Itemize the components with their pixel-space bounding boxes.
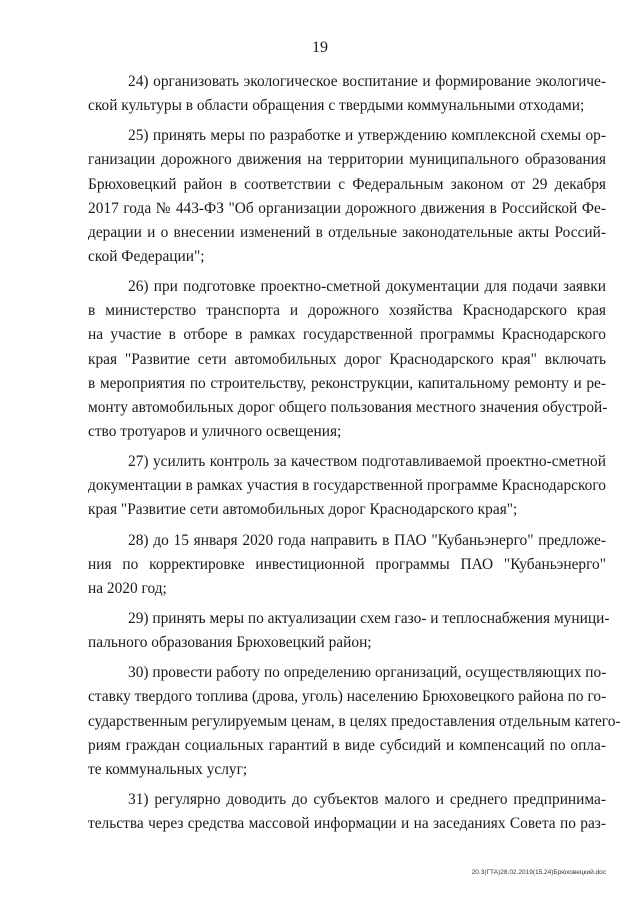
paragraph xyxy=(88,607,610,655)
paragraph-line: ставку твердого топлива (дрова, уголь) населению Брюховецкого района по го- xyxy=(88,688,607,706)
paragraph-line: в министерство транспорта и дорожного хозяйства Краснодарского края xyxy=(88,302,606,320)
paragraph xyxy=(88,788,606,836)
paragraph-line: в мероприятия по строительству, реконструкции, капитальному ремонту и ре- xyxy=(88,374,606,392)
paragraph xyxy=(88,275,606,444)
paragraph-line: 24) организовать экологическое воспитание и формирование экологиче- xyxy=(128,73,606,90)
paragraph-line: на 2020 год; xyxy=(88,579,167,597)
paragraph xyxy=(88,124,606,269)
paragraph-line: 27) усилить контроль за качеством подготавливаемой проектно-сметной xyxy=(128,453,606,471)
paragraph-line: ганизации дорожного движения на территории муниципального образования xyxy=(88,151,606,169)
paragraph-line: 28) до 15 января 2020 года направить в ПАО "Кубаньэнерго" предложе- xyxy=(128,531,606,549)
paragraph-line: ство тротуаров и уличного освещения; xyxy=(88,422,342,440)
paragraph-line: 30) провести работу по определению организаций, осуществляющих по- xyxy=(128,664,607,682)
paragraph-line: ской Федерации"; xyxy=(88,247,205,265)
paragraph-line: документации в рамках участия в государственной программе Краснодарского xyxy=(88,477,606,495)
paragraph xyxy=(88,450,606,522)
paragraph xyxy=(88,529,606,601)
paragraph-line: дерации и о внесении изменений в отдельные законодательные акты Россий- xyxy=(88,223,606,241)
paragraph-line: риям граждан социальных гарантий в виде субсидий и компенсаций по опла- xyxy=(88,736,606,754)
paragraph-line: ской культуры в области обращения с твердыми коммунальными отходами; xyxy=(88,97,585,115)
paragraph-line: те коммунальных услуг; xyxy=(88,760,248,778)
paragraph-line: сударственным регулируемым ценам, в целях предоставления отдельным катего- xyxy=(88,712,621,730)
paragraph-line: пального образования Брюховецкий район; xyxy=(88,634,372,652)
paragraph-line: края "Развитие сети автомобильных дорог Краснодарского края" включать xyxy=(88,350,606,368)
paragraph-line: монту автомобильных дорог общего пользования местного значения обустрой- xyxy=(88,398,608,416)
paragraph-line: на участие в отборе в рамках государственной программы Краснодарского xyxy=(88,326,606,344)
paragraph-line: тельства через средства массовой информации и на заседаниях Совета по раз- xyxy=(88,815,606,833)
paragraph-line: Брюховецкий район в соответствии с Федеральным законом от 29 декабря xyxy=(88,175,606,193)
paragraph-line: 26) при подготовке проектно-сметной документации для подачи заявки xyxy=(128,278,606,296)
paragraph-line: 2017 года № 443-ФЗ "Об организации дорожного движения в Российской Фе- xyxy=(88,199,606,217)
paragraph-line: ния по корректировке инвестиционной программы ПАО "Кубаньэнерго" xyxy=(88,555,606,573)
paragraph xyxy=(88,70,606,118)
paragraph-line: 29) принять меры по актуализации схем газо- и теплоснабжения муници- xyxy=(128,609,610,627)
paragraph-line: 25) принять меры по разработке и утверждению комплексной схемы ор- xyxy=(128,127,606,145)
document-body xyxy=(88,70,621,836)
footer-file-reference: 20.3(ГТА)28.02.2019(15.24)Брюховецкий.doc xyxy=(471,869,606,876)
paragraph-line: 31) регулярно доводить до субъектов малого и среднего предпринима- xyxy=(128,790,606,808)
paragraph xyxy=(88,661,621,782)
paragraph-line: края "Развитие сети автомобильных дорог Краснодарского края"; xyxy=(88,501,518,519)
page-number: 19 xyxy=(312,39,328,56)
